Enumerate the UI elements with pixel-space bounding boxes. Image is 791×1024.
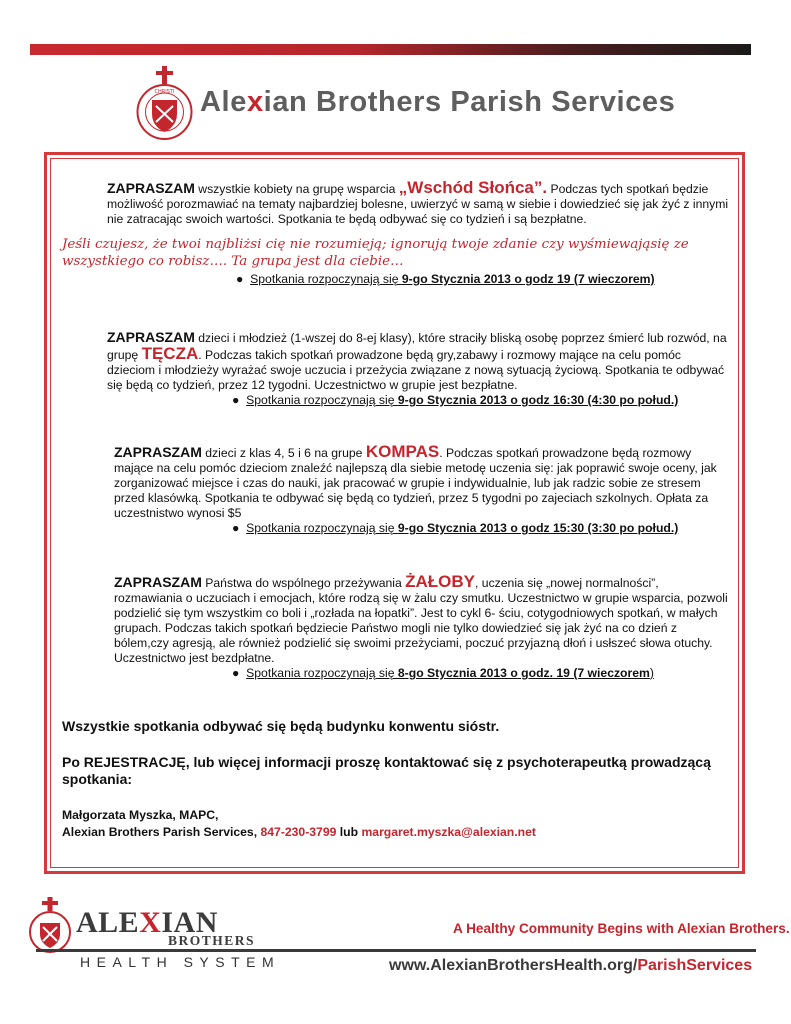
header-logo-text: Alexian Brothers Parish Services: [200, 86, 676, 118]
group-name: TĘCZA: [141, 344, 199, 363]
footer-divider: [36, 949, 756, 952]
section-paragraph: ZAPRASZAM Państwa do wspólnego przeżywania ŻAŁOBY, uczenia się „nowej normalności”, rozmawiania o uczuciach i emocjach, które rodzą się w żalu czy smutku. Uczestnictwo w grupie wsparcia, pozwoli podzielić się tym wszystkim co boli i „rozłada na łopatki”. Jest to cykl 6- ściu, cotygodniowych spotkań, w małych grupach. Podczas takich spotkań będziecie Państwo mogli nie tylko dowiedzieć się jak żyć na co dzień z bólem,czy agresją, ale również podzielić się swoimi przeżyciami, poczuć przyjazną dłoń i usłszeć słowa otuchy. Uczestnictwo jest bezdpłatne.: [114, 572, 728, 665]
group-name: „Wschód Słońca”.: [398, 178, 548, 197]
meeting-start-bullet: ● Spotkania rozpoczynają się 9-go Stycznia 2013 o godz 16:30 (4:30 po połud.): [232, 393, 679, 407]
footer-logo-name: ALEXIAN: [76, 906, 218, 939]
contact-name: Małgorzata Myszka, MAPC,: [62, 808, 219, 822]
quote-text: Jeśli czujesz, że twoi najbliżsi cię nie rozumieją; ignorują twoje zdanie czy wyśmiewająsię ze wszystkiego co robisz…. Ta grupa jest dla ciebie…: [62, 237, 689, 269]
section-zaloby: [62, 574, 729, 681]
group-name: ŻAŁOBY: [405, 572, 476, 591]
section-paragraph: ZAPRASZAM wszystkie kobiety na grupę wsparcia „Wschód Słońca”. Podczas tych spotkań będzie możliwość porozmawiać na tematy najbardziej bolesne, uwierzyć w samą w siebie i dowiedzieć się jak żyć z innymi nie zatracając swoich wartości. Spotkania te będą odbywać się co tydzień i są bezpłatne.: [107, 178, 729, 226]
footer-tagline: A Healthy Community Begins with Alexian Brothers.: [453, 921, 790, 936]
top-color-bar: [30, 44, 751, 55]
meeting-start-bullet: ● Spotkania rozpoczynają się 9-go Stycznia 2013 o godz 15:30 (3:30 po połud.): [232, 521, 679, 535]
section-kompas: [62, 444, 729, 536]
svg-text:CHRISTI: CHRISTI: [154, 89, 175, 95]
notice: Wszystkie spotkania odbywać się będą budynku konwentu sióstr.: [62, 718, 500, 734]
meeting-start-bullet: ● Spotkania rozpoczynają się 8-go Stycznia 2013 o godz. 19 (7 wieczorem): [232, 666, 654, 680]
section-wschod-slonca: [62, 180, 729, 287]
email-link[interactable]: margaret.myszka@alexian.net: [361, 825, 536, 839]
registration-info: Po REJESTRACJĘ, lub więcej informacji proszę kontaktować się z psychoterapeutką prowadzącą spotkania:: [62, 754, 711, 787]
meeting-start-bullet: ● Spotkania rozpoczynają się 9-go Stycznia 2013 o godz 19 (7 wieczorem): [236, 272, 655, 286]
section-paragraph: ZAPRASZAM dzieci i młodzież (1-wszej do 8-ej klasy), które straciły bliską osobę poprzez śmierć lub rozwód, na grupę TĘCZA. Podczas takich spotkań prowadzone będą gry,zabawy i rozmowy mające na celu pomóc dzieciom i młodzieży wyrażać swoje uczucia i przeżycia związane z nową sytuacją życiową. Spotkania te odbywać się będą co tydzień, przez 12 tygodni. Uczestnictwo w grupie jest bezpłatne.: [107, 329, 727, 392]
group-name: KOMPAS: [365, 442, 440, 461]
footer-logo-brothers: BROTHERS: [168, 933, 256, 948]
contact-line: Alexian Brothers Parish Services, 847-230-3799 lub margaret.myszka@alexian.net: [62, 825, 536, 839]
section-tecza: [62, 330, 729, 408]
contact-block: [62, 808, 729, 840]
alexian-seal-icon: [136, 66, 194, 146]
phone-number[interactable]: 847-230-3799: [260, 825, 337, 839]
footer-health-system: HEALTH SYSTEM: [80, 954, 281, 970]
section-paragraph: ZAPRASZAM dzieci z klas 4, 5 i 6 na grupe KOMPAS. Podczas spotkań prowadzone będą rozmowy mające na celu pomóc dzieciom znaleźć najlepszą dla siebie metodę uczenia się: jak poprawić swoje oceny, jak zorganizować miejsce i czas do nauki, jak pracować w grupie i indywidualnie, lub jak radzic sobie ze stresem przed klasówką. Spotkania te odbywać się będą co tydzień, przez 5 tygodni po zajeciach szkolnych. Opłata za uczestnistwo wynosi $5: [114, 442, 717, 520]
footer-seal-icon: [28, 897, 72, 955]
footer-website-link[interactable]: www.AlexianBrothersHealth.org/ParishServices: [389, 957, 753, 974]
